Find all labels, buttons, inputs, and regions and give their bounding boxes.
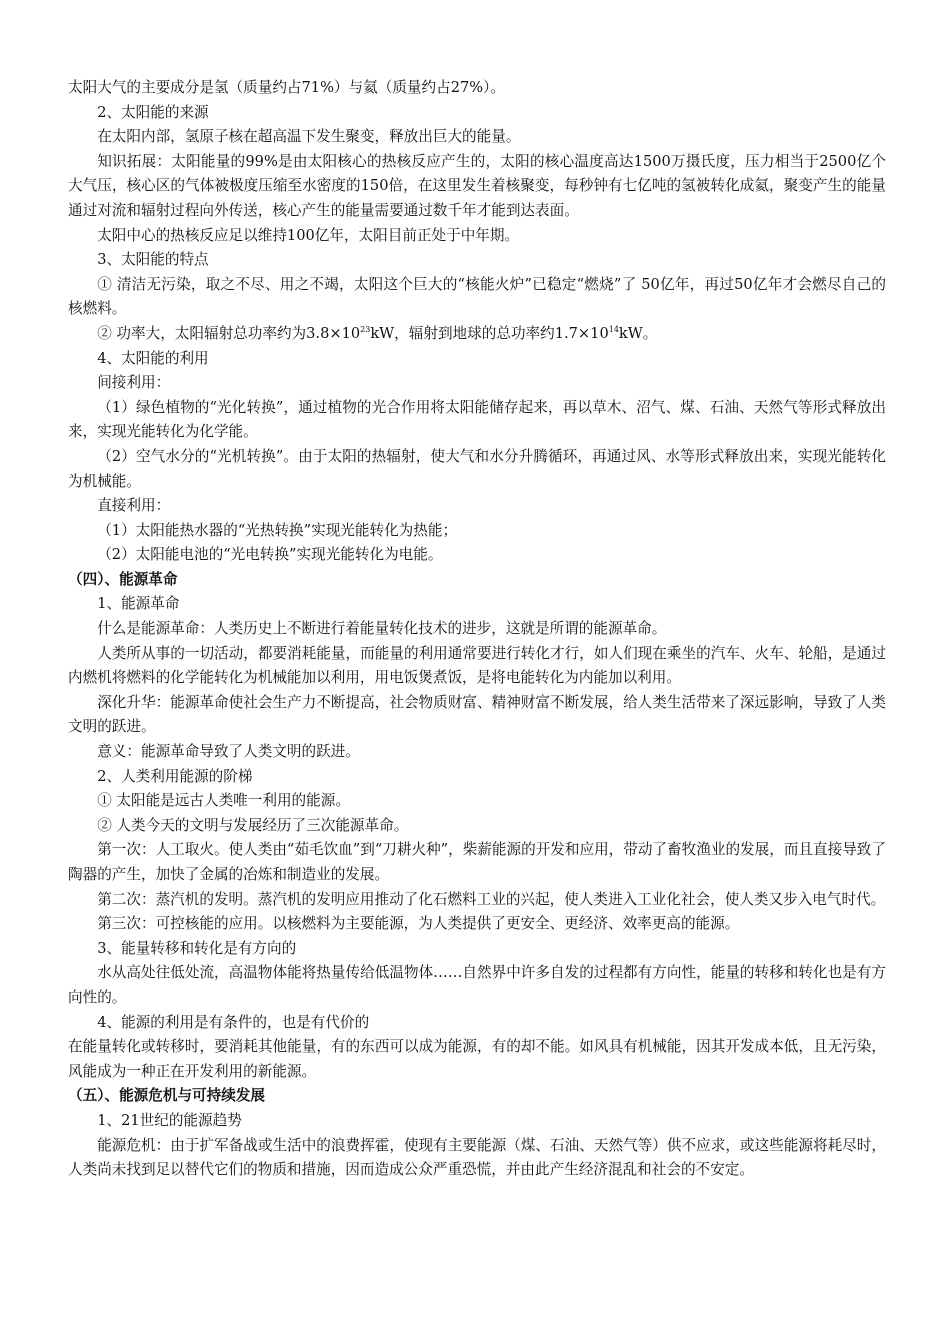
body-paragraph: 知识拓展：太阳能量的99%是由太阳核心的热核反应产生的，太阳的核心温度高达1500万摄氏度，压力相当于2500亿个大气压，核心区的气体被极度压缩至水密度的150倍，在这里发生着核聚变，每秒钟有七亿吨的氢被转化成氦，聚变产生的能量通过对流和辐射过程向外传送，核心产生的能量需要通过数千年才能到达表面。 <box>68 152 886 219</box>
subsection-number: 2 <box>97 767 107 785</box>
subsection-title: 、太阳能的利用 <box>106 349 209 367</box>
body-paragraph: 意义：能源革命导致了人类文明的跃进。 <box>97 743 360 761</box>
power-text-pre: ② 功率大，太阳辐射总功率约为3.8×10 <box>97 324 361 342</box>
subsection-number: 4 <box>97 1013 107 1031</box>
body-paragraph: （2）太阳能电池的“光电转换”实现光能转化为电能。 <box>97 546 443 564</box>
body-paragraph: （2）空气水分的“光机转换”。由于太阳的热辐射，使大气和水分升腾循环，再通过风、水等形式释放出来，实现光能转化为机械能。 <box>68 447 886 490</box>
body-paragraph: ② 人类今天的文明与发展经历了三次能源革命。 <box>97 816 409 834</box>
power-text-mid: kW，辐射到地球的总功率约1.7×10 <box>370 324 609 342</box>
body-paragraph: 在太阳内部，氢原子核在超高温下发生聚变，释放出巨大的能量。 <box>97 128 521 146</box>
subsection-number: 2 <box>97 103 107 121</box>
body-paragraph: 第二次：蒸汽机的发明。蒸汽机的发明应用推动了化石燃料工业的兴起，使人类进入工业化社会，使人类又步入电气时代。 <box>97 890 886 908</box>
body-paragraph: 能源危机：由于扩军备战或生活中的浪费挥霍，使现有主要能源（煤、石油、天然气等）供不应求，或这些能源将耗尽时，人类尚未找到足以替代它们的物质和措施，因而造成公众严重恐慌，并由此产生经济混乱和社会的不安定。 <box>68 1136 886 1179</box>
exponent: 14 <box>608 325 619 335</box>
subsection-number: 1 <box>97 595 107 613</box>
subsection-heading <box>68 1011 886 1036</box>
subsection-title: 、太阳能的来源 <box>106 103 209 121</box>
body-paragraph: 间接利用： <box>97 374 171 392</box>
subsection-heading <box>68 765 886 790</box>
subsection-number: 1 <box>97 1111 107 1129</box>
subsection-heading <box>68 937 886 962</box>
exponent: 23 <box>360 325 371 335</box>
subsection-title: 、21世纪的能源趋势 <box>106 1111 242 1129</box>
body-paragraph: 太阳中心的热核反应足以维持100亿年，太阳目前正处于中年期。 <box>97 226 520 244</box>
body-paragraph: 第三次：可控核能的应用。以核燃料为主要能源，为人类提供了更安全、更经济、效率更高的能源。 <box>97 915 740 933</box>
body-paragraph: 在能量转化或转移时，要消耗其他能量，有的东西可以成为能源，有的却不能。如风具有机械能，因其开发成本低，且无污染，风能成为一种正在开发利用的新能源。 <box>68 1038 886 1080</box>
subsection-heading <box>68 1109 886 1134</box>
subsection-heading <box>68 347 886 372</box>
body-paragraph: 人类所从事的一切活动，都要消耗能量，而能量的利用通常要进行转化才行，如人们现在乘坐的汽车、火车、轮船，是通过内燃机将燃料的化学能转化为机械能加以利用，用电饭煲煮饭，是将电能转化为内能加以利用。 <box>68 644 886 687</box>
subsection-title: 、太阳能的特点 <box>106 251 209 269</box>
body-paragraph: （1）太阳能热水器的“光热转换”实现光能转化为热能； <box>97 521 458 539</box>
section-heading: （五）、能源危机与可持续发展 <box>68 1087 266 1105</box>
document-body <box>68 76 886 1183</box>
subsection-number: 3 <box>97 939 107 957</box>
subsection-number: 3 <box>97 251 107 269</box>
subsection-heading <box>68 592 886 617</box>
body-paragraph: 直接利用： <box>97 497 171 515</box>
subsection-title: 、能源的利用是有条件的，也是有代价的 <box>106 1013 370 1031</box>
body-paragraph: ① 太阳能是远古人类唯一利用的能源。 <box>97 792 350 810</box>
body-paragraph: 第一次：人工取火。使人类由“茹毛饮血”到“刀耕火种”，柴薪能源的开发和应用，带动了畜牧渔业的发展，而且直接导致了陶器的产生，加快了金属的冶炼和制造业的发展。 <box>68 841 886 883</box>
power-text-post: kW。 <box>618 324 658 342</box>
subsection-number: 4 <box>97 349 107 367</box>
subsection-title: 、能量转移和转化是有方向的 <box>106 939 297 957</box>
body-paragraph <box>68 322 886 347</box>
subsection-title: 、能源革命 <box>106 595 180 613</box>
body-paragraph: 深化升华：能源革命使社会生产力不断提高，社会物质财富、精神财富不断发展，给人类生活带来了深远影响，导致了人类文明的跃进。 <box>68 693 886 736</box>
body-paragraph: 水从高处往低处流，高温物体能将热量传给低温物体……自然界中许多自发的过程都有方向性，能量的转移和转化也是有方向性的。 <box>68 964 886 1006</box>
subsection-heading <box>68 101 886 126</box>
body-paragraph: 太阳大气的主要成分是氢（质量约占71%）与氦（质量约占27%）。 <box>68 79 506 96</box>
subsection-title: 、人类利用能源的阶梯 <box>106 767 253 785</box>
body-paragraph: 什么是能源革命：人类历史上不断进行着能量转化技术的进步，这就是所谓的能源革命。 <box>97 620 667 638</box>
section-heading: （四）、能源革命 <box>68 570 178 588</box>
body-paragraph: （1）绿色植物的“光化转换”，通过植物的光合作用将太阳能储存起来，再以草木、沼气、煤、石油、天然气等形式释放出来，实现光能转化为化学能。 <box>68 398 886 441</box>
subsection-heading <box>68 248 886 273</box>
body-paragraph: ① 清洁无污染，取之不尽、用之不竭，太阳这个巨大的“核能火炉”已稳定“燃烧”了 50亿年，再过50亿年才会燃尽自己的核燃料。 <box>68 275 886 318</box>
